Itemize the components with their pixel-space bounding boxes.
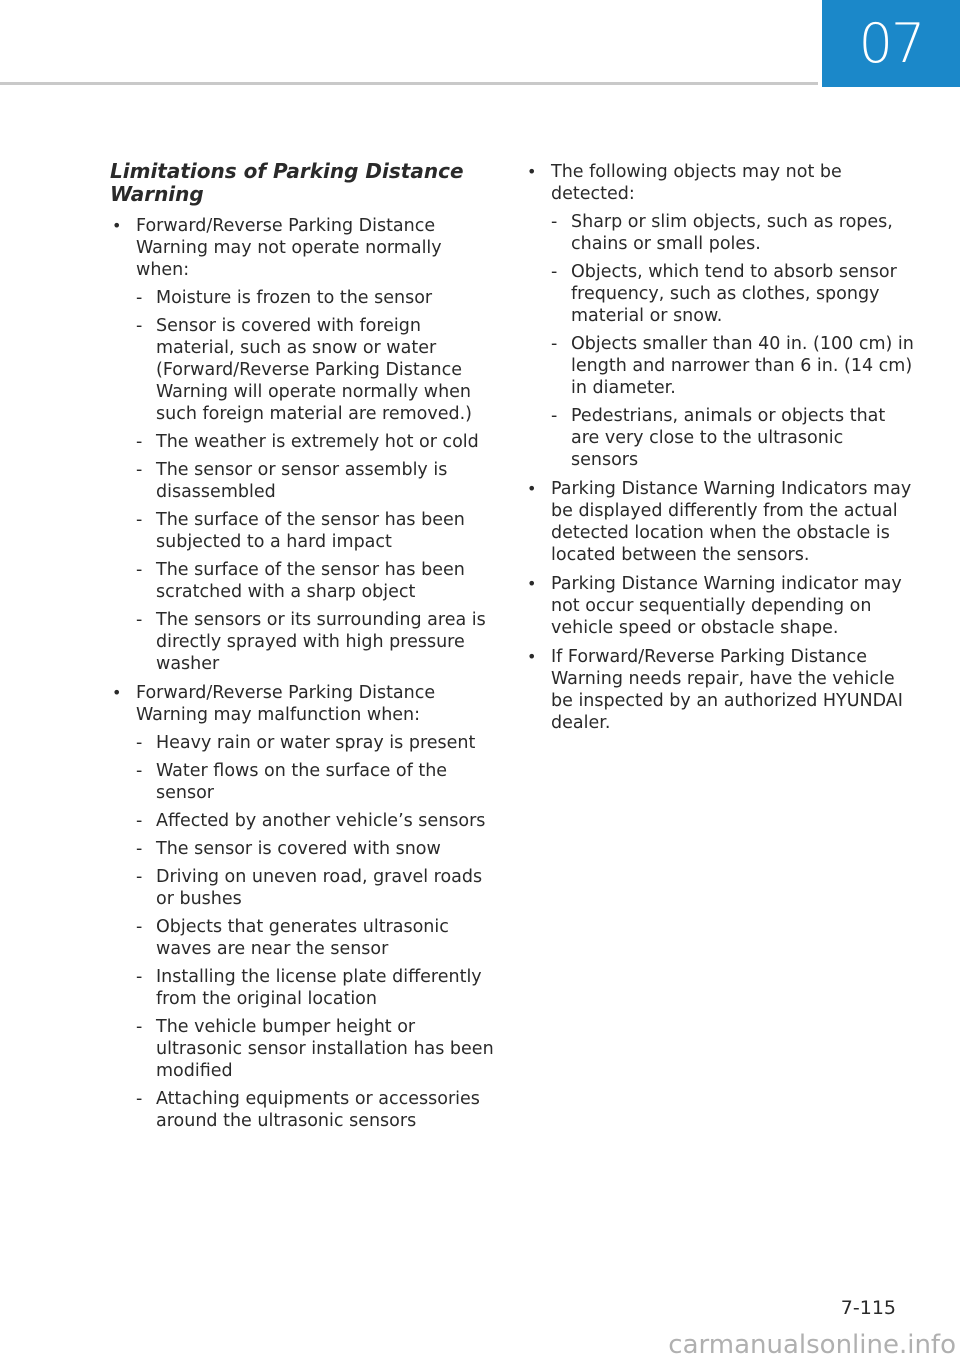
bullet-text: Forward/Reverse Parking Distance Warning may not operate normally when:: [136, 216, 442, 280]
bullet-dot-icon: •: [112, 683, 122, 702]
dash-icon: -: [136, 839, 143, 859]
page-number: 7-115: [840, 1297, 896, 1319]
sub-item: [136, 431, 495, 453]
header-divider: [0, 82, 818, 85]
dash-icon: -: [551, 212, 558, 232]
chapter-tab: 07: [822, 0, 960, 87]
sub-item-text: Attaching equipments or accessories around the ultrasonic sensors: [156, 1089, 480, 1131]
sub-item-text: Water flows on the surface of the sensor: [156, 761, 448, 803]
sub-list: [551, 211, 915, 471]
sub-item-text: Sensor is covered with foreign material, such as snow or water (Forward/Reverse Parking Distance Warning will operate normally when such foreign material are removed.): [156, 316, 472, 424]
watermark: carmanualsonline.info: [668, 1330, 956, 1360]
sub-item: [136, 1016, 495, 1082]
sub-item-text: Objects that generates ultrasonic waves are near the sensor: [156, 917, 449, 959]
sub-item: [551, 211, 915, 255]
bullet-dot-icon: •: [112, 216, 122, 235]
bullet-item: [525, 646, 915, 734]
dash-icon: -: [136, 761, 143, 781]
dash-icon: -: [551, 406, 558, 426]
sub-item: [136, 916, 495, 960]
sub-item-text: The sensor or sensor assembly is disassembled: [156, 460, 448, 502]
bullet-dot-icon: •: [527, 574, 537, 593]
sub-item-text: Moisture is frozen to the sensor: [156, 288, 433, 308]
sub-item: [136, 760, 495, 804]
sub-item: [136, 838, 495, 860]
sub-item: [136, 732, 495, 754]
sub-item: [136, 287, 495, 309]
bullet-text: Forward/Reverse Parking Distance Warning may malfunction when:: [136, 683, 436, 725]
bullet-item: [525, 478, 915, 566]
sub-item-text: Sharp or slim objects, such as ropes, chains or small poles.: [571, 212, 893, 254]
dash-icon: -: [136, 432, 143, 452]
bullet-item: [110, 215, 495, 675]
sub-item-text: The surface of the sensor has been subjected to a hard impact: [156, 510, 465, 552]
sub-item-text: Affected by another vehicle’s sensors: [156, 811, 486, 831]
sub-item: [551, 261, 915, 327]
sub-item: [136, 559, 495, 603]
sub-item: [136, 315, 495, 425]
sub-item-text: Driving on uneven road, gravel roads or bushes: [156, 867, 483, 909]
sub-item-text: The vehicle bumper height or ultrasonic sensor installation has been modified: [156, 1017, 494, 1081]
dash-icon: -: [136, 917, 143, 937]
bullet-text: The following objects may not be detected:: [551, 162, 842, 204]
dash-icon: -: [136, 867, 143, 887]
sub-item: [136, 1088, 495, 1132]
bullet-text: Parking Distance Warning indicator may not occur sequentially depending on vehicle speed or obstacle shape.: [551, 574, 902, 638]
bullet-dot-icon: •: [527, 162, 537, 181]
dash-icon: -: [136, 610, 143, 630]
dash-icon: -: [551, 262, 558, 282]
sub-item-text: The sensors or its surrounding area is directly sprayed with high pressure washer: [156, 610, 486, 674]
dash-icon: -: [136, 560, 143, 580]
bullet-item: [110, 682, 495, 1132]
sub-item-text: Installing the license plate differently from the original location: [156, 967, 482, 1009]
left-column: [110, 160, 495, 1139]
dash-icon: -: [136, 460, 143, 480]
sub-item: [551, 405, 915, 471]
bullet-text: Parking Distance Warning Indicators may be displayed differently from the actual detected location when the obstacle is located between the sensors.: [551, 479, 912, 565]
left-bullet-list: [110, 215, 495, 1132]
sub-item-text: Objects smaller than 40 in. (100 cm) in length and narrower than 6 in. (14 cm) in diameter.: [571, 334, 914, 398]
sub-item: [551, 333, 915, 399]
right-column: [525, 161, 915, 741]
dash-icon: -: [136, 811, 143, 831]
sub-item: [136, 866, 495, 910]
sub-item: [136, 966, 495, 1010]
sub-item: [136, 459, 495, 503]
dash-icon: -: [551, 334, 558, 354]
bullet-item: [525, 161, 915, 471]
bullet-text: If Forward/Reverse Parking Distance Warning needs repair, have the vehicle be inspected by an authorized HYUNDAI dealer.: [551, 647, 903, 733]
sub-item-text: Pedestrians, animals or objects that are very close to the ultrasonic sensors: [571, 406, 886, 470]
dash-icon: -: [136, 510, 143, 530]
sub-item-text: The weather is extremely hot or cold: [156, 432, 479, 452]
sub-item-text: The sensor is covered with snow: [156, 839, 441, 859]
sub-item: [136, 810, 495, 832]
dash-icon: -: [136, 733, 143, 753]
dash-icon: -: [136, 1017, 143, 1037]
sub-list: [136, 732, 495, 1132]
right-bullet-list: [525, 161, 915, 734]
dash-icon: -: [136, 967, 143, 987]
section-heading: Limitations of Parking Distance Warning: [110, 159, 464, 206]
dash-icon: -: [136, 1089, 143, 1109]
sub-item-text: The surface of the sensor has been scratched with a sharp object: [156, 560, 465, 602]
sub-item-text: Heavy rain or water spray is present: [156, 733, 476, 753]
dash-icon: -: [136, 288, 143, 308]
sub-list: [136, 287, 495, 675]
sub-item: [136, 509, 495, 553]
bullet-dot-icon: •: [527, 647, 537, 666]
sub-item: [136, 609, 495, 675]
sub-item-text: Objects, which tend to absorb sensor frequency, such as clothes, spongy material or snow.: [571, 262, 897, 326]
dash-icon: -: [136, 316, 143, 336]
bullet-item: [525, 573, 915, 639]
bullet-dot-icon: •: [527, 479, 537, 498]
